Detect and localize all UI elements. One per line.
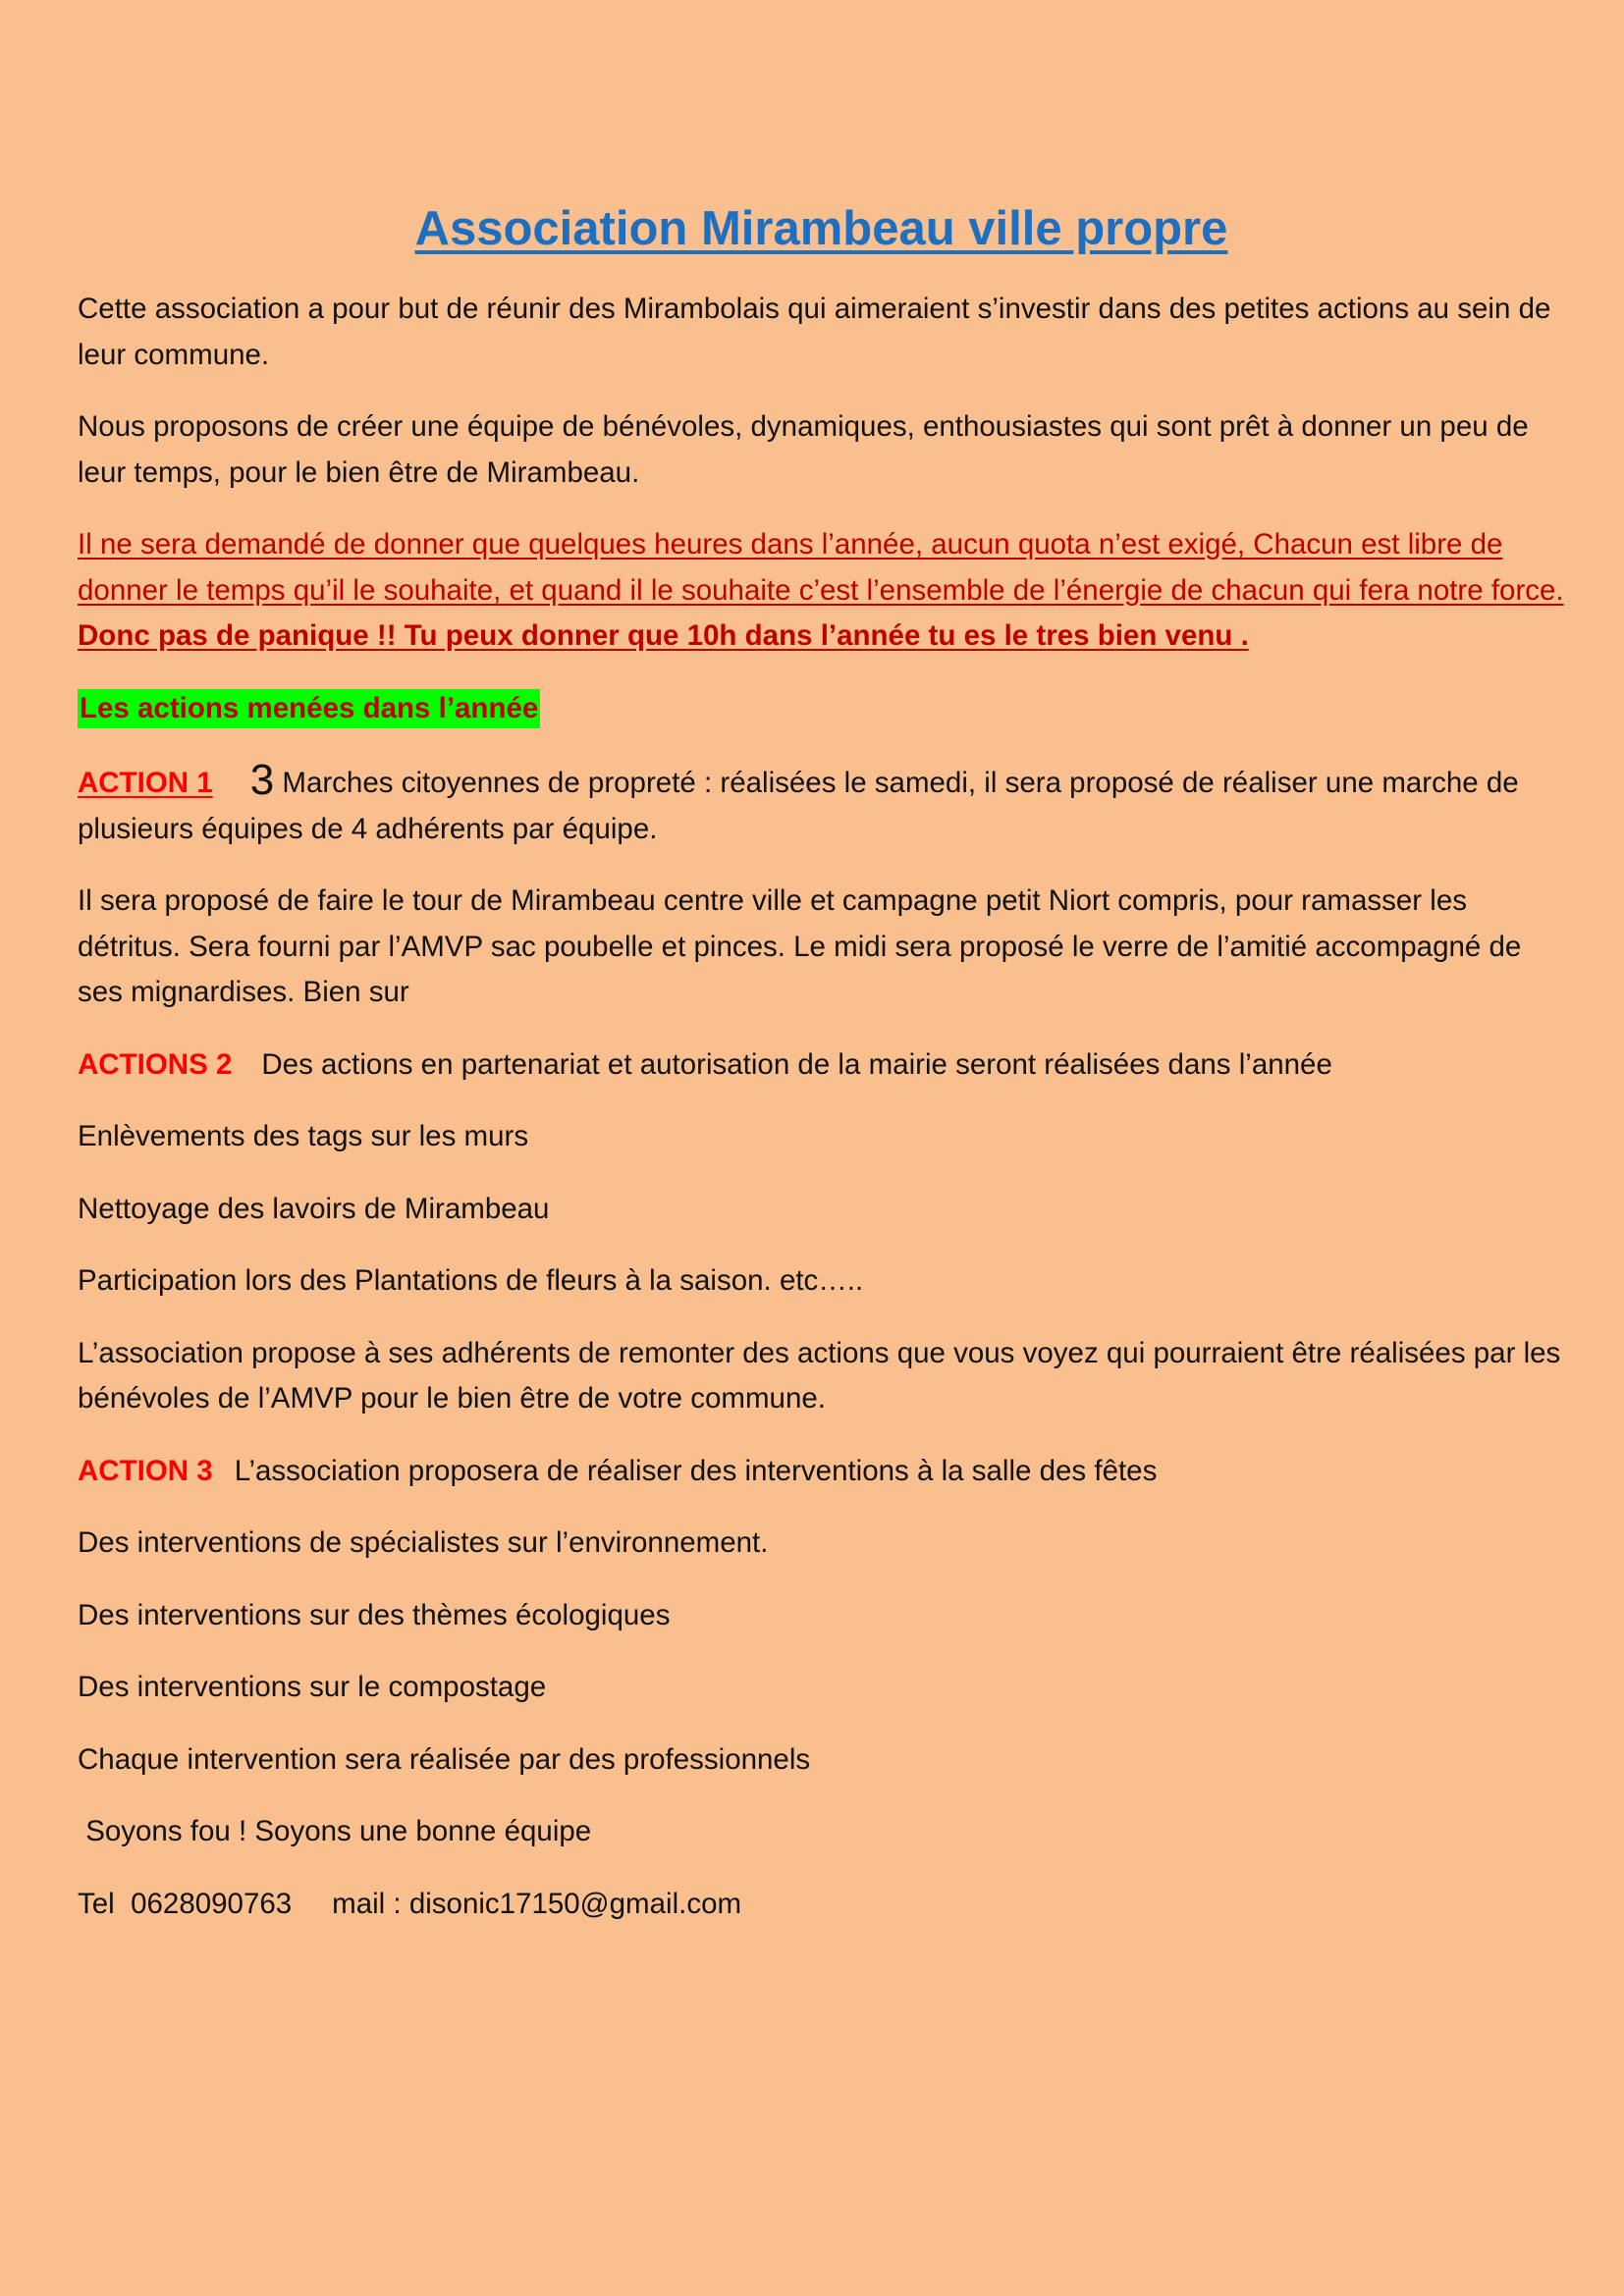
action3-text: L’association proposera de réaliser des interventions à la salle des fêtes (234, 1454, 1158, 1487)
action3-item: Des interventions sur le compostage (78, 1671, 547, 1703)
notice-bold-text: Donc pas de panique !! Tu peux donner que 10h dans l’année tu es le tres bien venu . (78, 619, 1249, 652)
action2-item: Participation lors des Plantations de fleurs à la saison. etc….. (78, 1264, 864, 1297)
slogan: Soyons fou ! Soyons une bonne équipe (78, 1815, 592, 1847)
action1-paragraph (78, 758, 1565, 852)
action3-item: Des interventions de spécialistes sur l’environnement. (78, 1526, 769, 1559)
action3-item: Des interventions sur des thèmes écologiques (78, 1598, 671, 1631)
action1-label: ACTION 1 (78, 767, 213, 799)
action1-text: Marches citoyennes de propreté : réalisées le samedi, il sera proposé de réaliser une marche de plusieurs équipes de 4 adhérents par équipe. (78, 767, 1519, 845)
intro-paragraph-2: Nous proposons de créer une équipe de bénévoles, dynamiques, enthousiastes qui sont prêt à donner un peu de leur temps, pour le bien être de Mirambeau. (78, 410, 1529, 489)
notice-paragraph (78, 522, 1565, 660)
section-heading-row (78, 686, 1565, 732)
contact-line: Tel 0628090763 mail : disonic17150@gmail.com (78, 1887, 742, 1920)
action2-text: Des actions en partenariat et autorisation de la mairie seront réalisées dans l’année (261, 1047, 1332, 1081)
action2-item: Enlèvements des tags sur les murs (78, 1120, 529, 1152)
section-heading: Les actions menées dans l’année (78, 689, 540, 728)
action2-label: ACTIONS 2 (78, 1047, 233, 1081)
action3-item: Chaque intervention sera réalisée par des professionnels (78, 1742, 811, 1776)
action1-detail: Il sera proposé de faire le tour de Mirambeau centre ville et campagne petit Niort compris, pour ramasser les détritus. Sera fourni par l’AMVP sac poubelle et pinces. Le midi sera proposé le verre de l’amitié accompagné de ses mignardises. Bien sur (78, 884, 1522, 1008)
intro-paragraph-1: Cette association a pour but de réunir des Mirambolais qui aimeraient s’investir dans des petites actions au sein de leur commune. (78, 293, 1551, 371)
action1-number: 3 (249, 756, 275, 804)
action3-label: ACTION 3 (78, 1454, 213, 1487)
document-title: Association Mirambeau ville propre (414, 202, 1228, 255)
action2-paragraph (78, 1042, 1565, 1089)
action2-item: L’association propose à ses adhérents de remonter des actions que vous voyez qui pourraient être réalisées par les bénévoles de l’AMVP pour le bien être de votre commune. (78, 1336, 1561, 1415)
action2-item: Nettoyage des lavoirs de Mirambeau (78, 1192, 550, 1225)
notice-text: Il ne sera demandé de donner que quelques heures dans l’année, aucun quota n’est exigé, Chacun est libre de donner le temps qu’il le souhaite, et quand il le souhaite c’est l’ensemble de l’énergie de chacun qui fera notre force. (78, 528, 1564, 607)
action3-paragraph (78, 1449, 1565, 1495)
